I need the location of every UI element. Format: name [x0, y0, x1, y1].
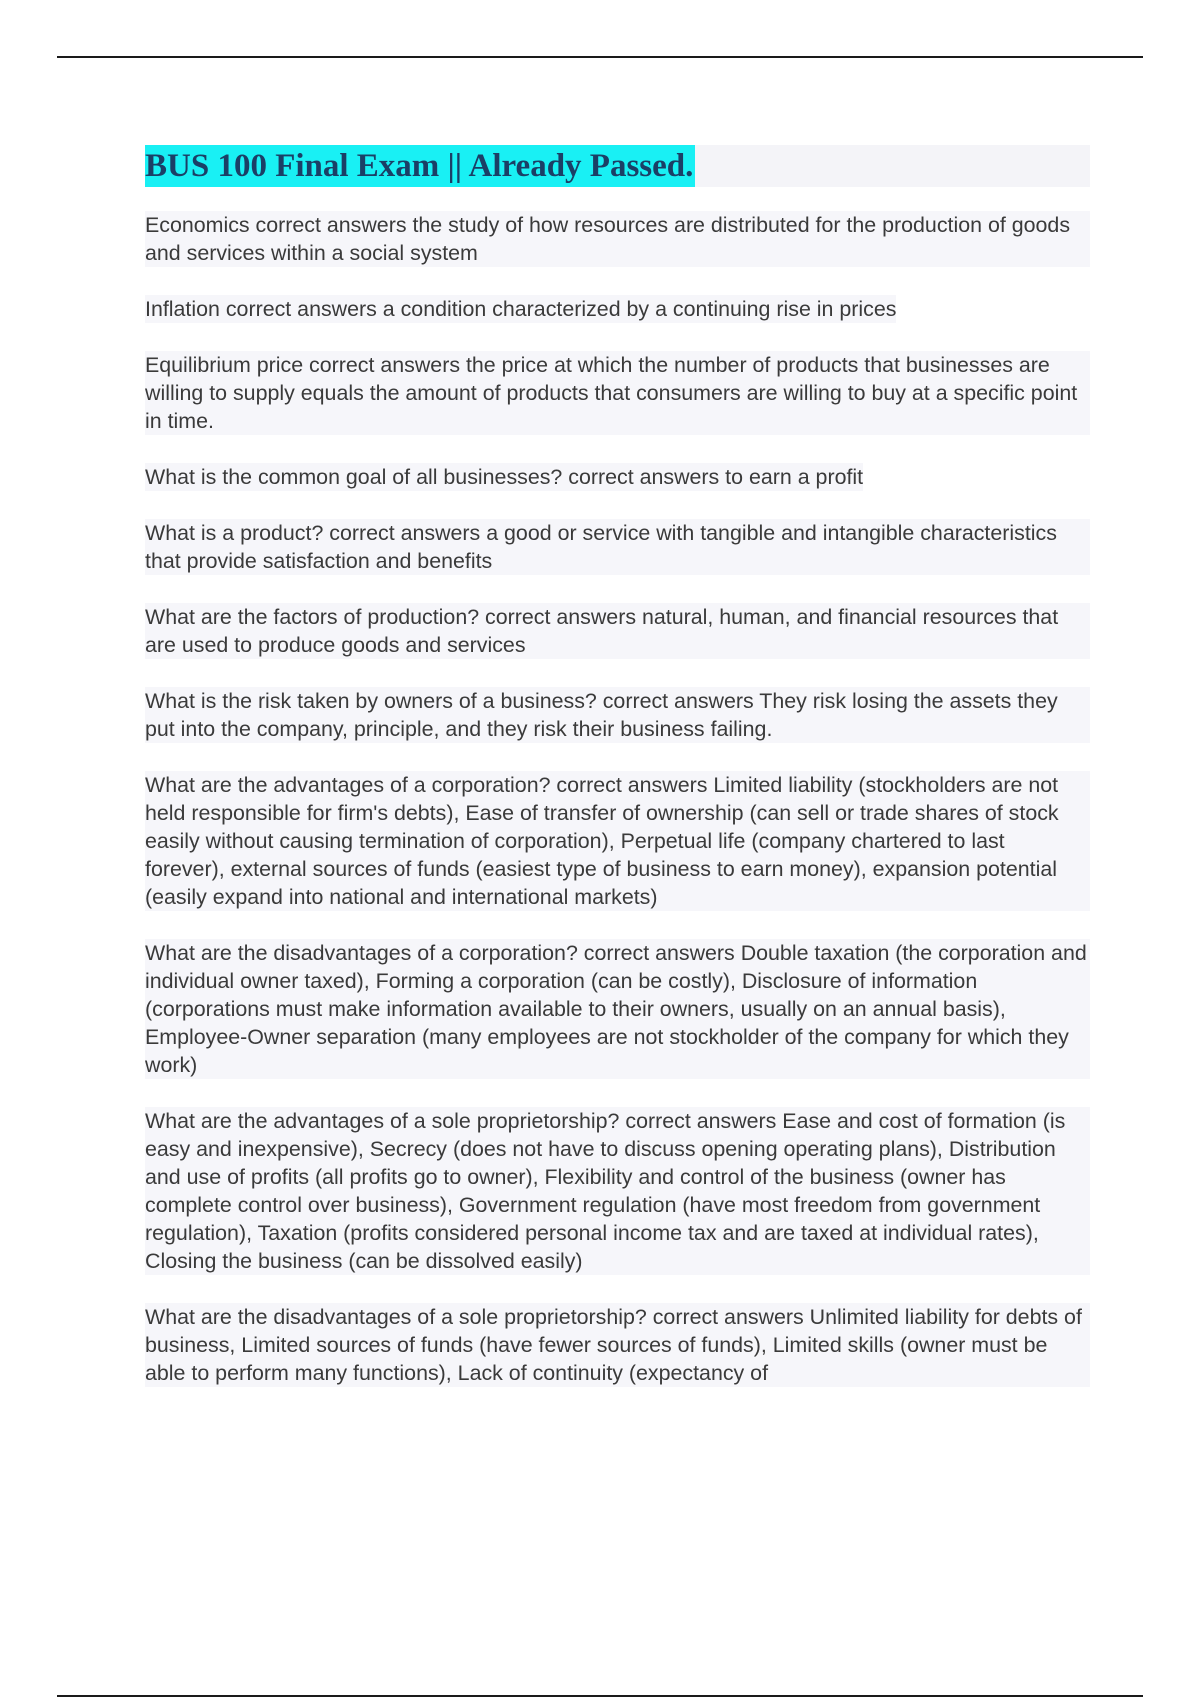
bottom-rule: [57, 1695, 1143, 1697]
qa-entry-inflation: Inflation correct answers a condition characterized by a continuing rise in prices: [145, 297, 897, 321]
qa-entry-corporation-advantages: What are the advantages of a corporation? correct answers Limited liability (stockholders are not held responsible for firm's debts), Ease of transfer of ownership (can sell or trade shares of stock easily without causing termination of corporation), Perpetual life (company chartered to last forever), external sources of funds (easiest type of business to earn money), expansion potential (easily expand into national and international markets): [145, 771, 1090, 911]
qa-entry-corporation-disadvantages: What are the disadvantages of a corporation? correct answers Double taxation (the corporation and individual owner taxed), Forming a corporation (can be costly), Disclosure of information (corporations must make information available to their owners, usually on an annual basis), Employee-Owner separation (many employees are not stockholder of the company for which they work): [145, 939, 1090, 1079]
qa-entry-sole-proprietorship-disadvantages: What are the disadvantages of a sole proprietorship? correct answers Unlimited liability for debts of business, Limited sources of funds (have fewer sources of funds), Limited skills (owner must be able to perform many functions), Lack of continuity (expectancy of: [145, 1303, 1090, 1387]
qa-entry-factors-of-production: What are the factors of production? correct answers natural, human, and financial resources that are used to produce goods and services: [145, 603, 1090, 659]
top-rule: [57, 56, 1143, 58]
qa-entry-economics: Economics correct answers the study of how resources are distributed for the production of goods and services within a social system: [145, 211, 1090, 267]
qa-entry-owner-risk: What is the risk taken by owners of a business? correct answers They risk losing the assets they put into the company, principle, and they risk their business failing.: [145, 687, 1090, 743]
title-band: [145, 145, 1090, 187]
qa-entry-equilibrium-price: Equilibrium price correct answers the price at which the number of products that businesses are willing to supply equals the amount of products that consumers are willing to buy at a specific point in time.: [145, 351, 1090, 435]
qa-entry-sole-proprietorship-advantages: What are the advantages of a sole proprietorship? correct answers Ease and cost of formation (is easy and inexpensive), Secrecy (does not have to discuss opening operating plans), Distribution and use of profits (all profits go to owner), Flexibility and control of the business (owner has complete control over business), Government regulation (have most freedom from government regulation), Taxation (profits considered personal income tax and are taxed at individual rates), Closing the business (can be dissolved easily): [145, 1107, 1090, 1275]
document-body: [145, 145, 1090, 1387]
qa-entry-common-goal: What is the common goal of all businesses? correct answers to earn a profit: [145, 465, 864, 489]
document-title: BUS 100 Final Exam || Already Passed.: [145, 145, 695, 187]
qa-entry-product: What is a product? correct answers a good or service with tangible and intangible characteristics that provide satisfaction and benefits: [145, 519, 1090, 575]
